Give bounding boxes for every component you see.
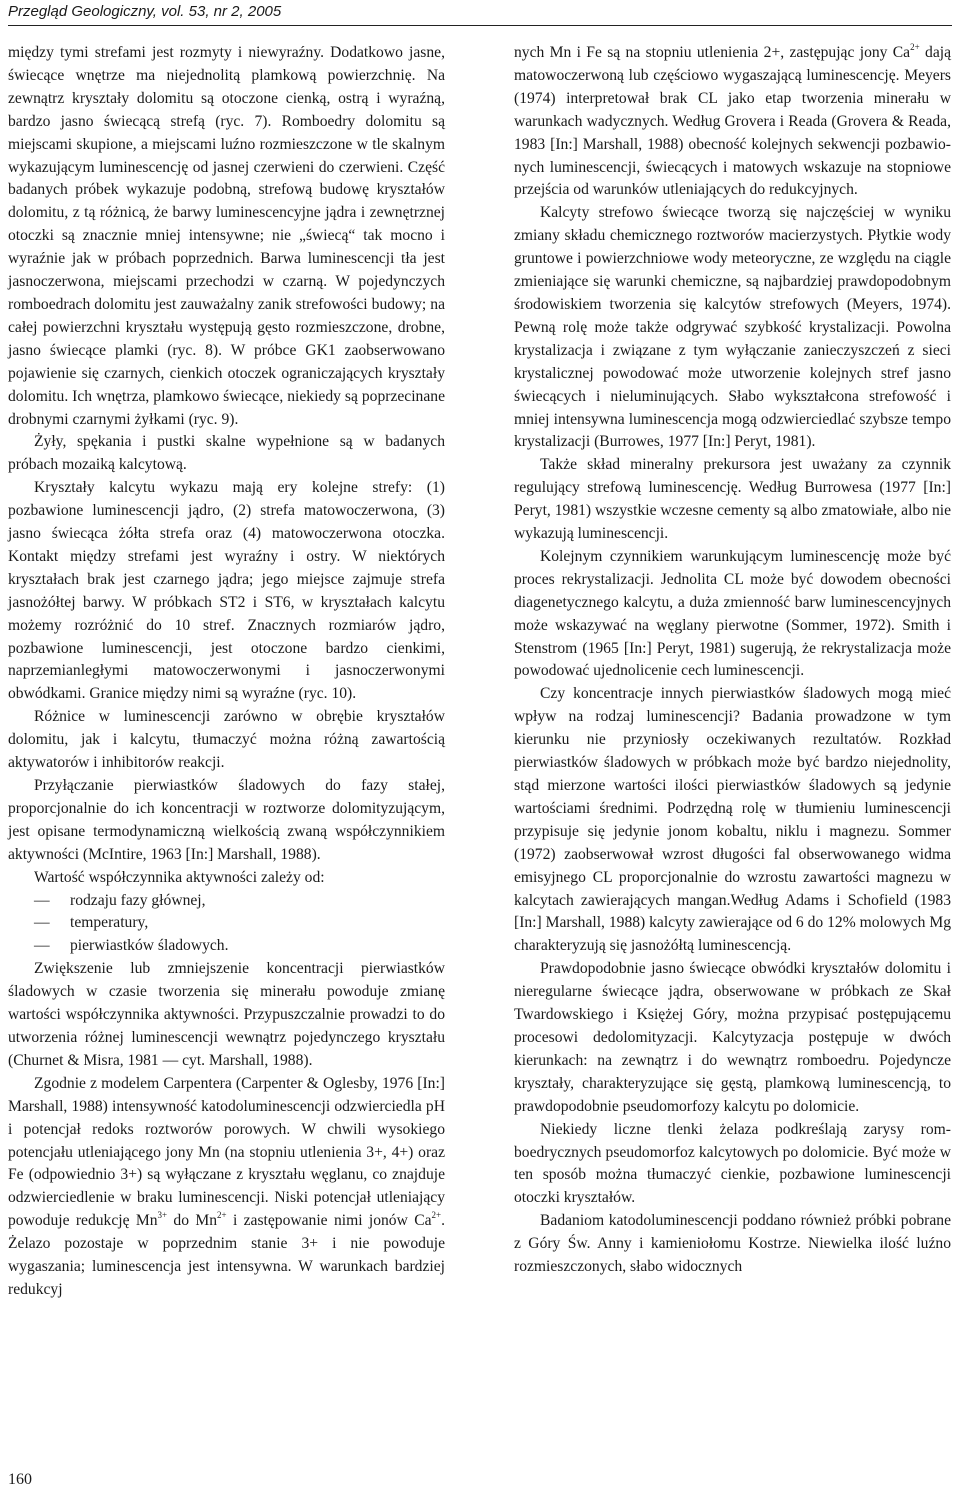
paragraph: Kryształy kalcytu wykazu mają ery kolejne strefy: (1) pozbawione luminescencji jądro, (2) strefa matowoczerwona, (3) jasno świecąca żółta strefa oraz (4) matowoczerwona otoczka. Kontakt między strefami jest wyraźny i ostry. W niektórych kryształach brak jest czarnego jądra; jego miejsce zajmuje strefa jasnożółtej barwy. W próbkach ST2 i ST6, w kryształach kalcytu możemy rozróżnić do 10 stref. Znacznych rozmiarów jądro, pozbawione luminescencji, jest otoczone bardzo cienkimi, naprzemianległymi matowoczerwonymi i jasnoczerwonymi obwódkami. Granice między nimi są wyraźne (ryc. 10). bbox=[8, 479, 445, 703]
paragraph: Badaniom katodoluminescencji poddano również próbki pobrane z Góry Św. Anny i kamieniołomu Kostrze. Niewielka ilość luźno rozmieszczonych, słabo widocznych bbox=[514, 1212, 951, 1276]
paragraph: między tymi strefami jest rozmyty i niewyraźny. Dodatkowo jasne, świecące wnętrze ma niejednolitą plamkową powierzchnię. Na zewnątrz kryształy dolomitu są otoczone cienką, ostrą i wyraźną, bardzo jasno świecącą strefą (ryc. 7). Romboedry dolomitu są miejscami skupione, a miejscami luźno rozmieszczone w tle skalnym wykazującym luminescencję od jasnej czerwieni do czerwieni. Część badanych próbek wykazuje podobną, strefową budowę kryształów dolomitu, z tą różnicą, że barwy luminescencyjne jądra i zewnętrznej otoczki są znacznie mniej intensywne; nie „świecą“ tak mocno i wyraźnie jak w próbach poprzednich. Barwa luminescencji tła jest jasnoczerwona, miejscami przechodzi w czarną. W pojedynczych romboedrach dolomitu jest zauważalny zanik strefowości budowy; na całej powierzchni kryształu występują gęsto rozmieszczone, drobne, jasno świecące plamki (ryc. 8). W próbce GK1 zaobserwowano pojawienie się czarnych, cienkich otoczek ograniczających kryształy dolomitu. Ich wnętrza, plamkowo świecące, niekiedy są poprzecinane drobnymi czarnymi żyłkami (ryc. 9). bbox=[8, 44, 445, 428]
list-item-text: temperatury, bbox=[70, 914, 149, 932]
list-item bbox=[34, 912, 445, 935]
paragraph: Niekiedy liczne tlenki żelaza podkreślają zarysy romboedrycznych pseudomorfoz kalcytowych po dolomicie. Być może w ten sposób można tłumaczyć cienkie, pozbawione luminescencji otoczki kryształów. bbox=[514, 1120, 951, 1207]
paragraph: Zgodnie z modelem Carpentera (Carpenter & Oglesby, 1976 [In:] Marshall, 1988) intensywność katodoluminescencji odzwierciedla pH i potencjał redoks roztworów porowych. W chwili wysokiego potencjału utleniającego jony Mn (na stopniu utlenienia 3+, 4+) oraz Fe (odpowiednio 3+) są wyłączane z kryształu węglanu, co znajduje odzwierciedlenie w braku luminescencji. Niski potencjał utleniający powoduje redukcję $Mn^{3+}$ do $Mn^{2+}$ i zastępowanie nimi jonów $Ca^{2+}$. Żelazo pozostaje w poprzednim stanie 3+ i nie powoduje wygaszania; luminescencja jest intensywna. W warunkach bardziej redukcyj bbox=[8, 1074, 445, 1298]
paragraph: nych Mn i Fe są na stopniu utlenienia 2+, zastępując jony $Ca^{2+}$ dają matowoczerwoną lub częściowo wygaszającą luminescencję. Meyers (1974) interpretował brak CL jako etap tworzenia minerału w warunkach wadycznych. Według Grovera i Reada (Grovera & Reada, 1983 [In:] Marshall, 1988) obecność kolejnych sekwencji pozbawionych luminescencji, świecących i matowych wskazuje na stopniowe przejścia od warunków utleniających do redukcyjnych. bbox=[514, 42, 951, 199]
list-item-text: pierwiastków śladowych. bbox=[70, 937, 229, 955]
paragraph: Wartość współczynnika aktywności zależy od: bbox=[34, 868, 325, 886]
dash-list bbox=[8, 890, 445, 959]
list-item bbox=[34, 890, 445, 913]
paragraph: Także skład mineralny prekursora jest uważany za czynnik regulujący strefową luminescencję. Według Burrowesa (1977 [In:] Peryt, 1981) wszystkie wczesne cementy są albo zmatowiałe, albo nie wykazują luminescencji. bbox=[514, 456, 951, 543]
paragraph: Różnice w luminescencji zarówno w obrębie kryształów dolomitu, jak i kalcytu, tłumaczyć można różną zawartością aktywatorów i inhibitorów reakcji. bbox=[8, 708, 445, 772]
paragraph: Kolejnym czynnikiem warunkującym luminescencję może być proces rekrystalizacji. Jednolita CL może być dowodem obecności diagenetycznego kalcytu, a duża zmienność barw luminescencyjnych może wskazywać na węglany pierwotne (Sommer, 1972). Smith i Stenstrom (1965 [In:] Peryt, 1981) sugerują, że rekrystalizacja może powodować ujednolicenie cech luminescencji. bbox=[514, 547, 951, 680]
list-item-text: rodzaju fazy głównej, bbox=[70, 891, 206, 909]
paragraph: Prawdopodobnie jasno świecące obwódki kryształów dolomitu i nieregularne świecące jądra, obserwowane w próbkach ze Skał Twardowskiego i Księżej Góry, można przypisać postępującemu procesowi dedolomityzacji. Kalcytyzacja postępuje w dwóch kierunkach: na zewnątrz i do wewnątrz romboedru. Pojedyncze kryształy, charakteryzujące się gęstą, plamkową luminescencją, to prawdopodobnie pseudomorfozy kalcytu po dolomicie. bbox=[514, 960, 951, 1115]
paragraph: Czy koncentracje innych pierwiastków śladowych mogą mieć wpływ na rodzaj luminescencji? Badania prowadzone w tym kierunku nie przyniosły oczekiwanych rezultatów. Rozkład pierwiastków śladowych w próbkach może być bardzo niejednolity, stąd mierzone wartości ilości pierwiastków śladowych są jedynie wartościami średnimi. Podrzędną rolę w tłumieniu luminescencji przypisuje się jedynie jonom kobaltu, niklu i magnezu. Sommer (1972) zaobserwował wzrost długości fal obserwowanego widma emisyjnego CL proporcjonalnie do wzrostu zawartości magnezu w kalcytach zawierających mangan.Według Adams i Schofield (1983 [In:] Marshall, 1988) kalcyty zawierające od 6 do 12% molowych Mg charakteryzują się jasnożółtą luminescencją. bbox=[514, 685, 951, 955]
dash-bullet: — bbox=[34, 937, 50, 955]
dash-bullet: — bbox=[34, 914, 50, 932]
header-rule bbox=[8, 25, 952, 26]
paragraph: Kalcyty strefowo świecące tworzą się najczęściej w wyniku zmiany składu chemicznego roztworów macierzystych. Płytkie wody gruntowe i powierzchniowe wody meteoryczne, ze względu na ciągle zmieniające się warunki chemiczne, są najbardziej prawdopodobnym środowiskiem tworzenia się kalcytów strefowych (Meyers, 1974). Pewną rolę może także odgrywać szybkość krystalizacji. Powolna krystalizacja i związane z tym wyłączanie zanieczyszczeń z sieci krystalicznej powodować może utworzenie kolejnych stref jasno świecących i nieluminujących. Słabo wykształcona strefowość i mniej intensywna luminescencja mogą odzwierciedlać szybsze tempo krystalizacji (Burrowes, 1977 [In:] Peryt, 1981). bbox=[514, 204, 951, 451]
page-number: 160 bbox=[8, 1471, 32, 1488]
left-column bbox=[8, 42, 445, 1302]
running-header: Przegląd Geologiczny, vol. 53, nr 2, 2005 bbox=[8, 3, 282, 20]
paragraph: Żyły, spękania i pustki skalne wypełnione są w badanych próbach mozaiką kalcytową. bbox=[8, 433, 445, 474]
dash-bullet: — bbox=[34, 891, 50, 909]
right-column bbox=[514, 42, 951, 1279]
paragraph: Zwiększenie lub zmniejszenie koncentracji pierwiastków śladowych w czasie tworzenia się minerału powoduje zmianę wartości współczynnika aktywności. Przypuszczalnie prowadzi to do utworzenia różnej luminescencji wewnątrz pojedynczego kryształu (Churnet & Misra, 1981 — cyt. Marshall, 1988). bbox=[8, 960, 445, 1069]
paragraph: Przyłączanie pierwiastków śladowych do fazy stałej, proporcjonalnie do ich koncentracji w roztworze dolomityzującym, jest opisane termodynamiczną wielkością zwaną współczynnikiem aktywności (McIntire, 1963 [In:] Marshall, 1988). bbox=[8, 777, 445, 863]
list-item bbox=[34, 935, 445, 958]
